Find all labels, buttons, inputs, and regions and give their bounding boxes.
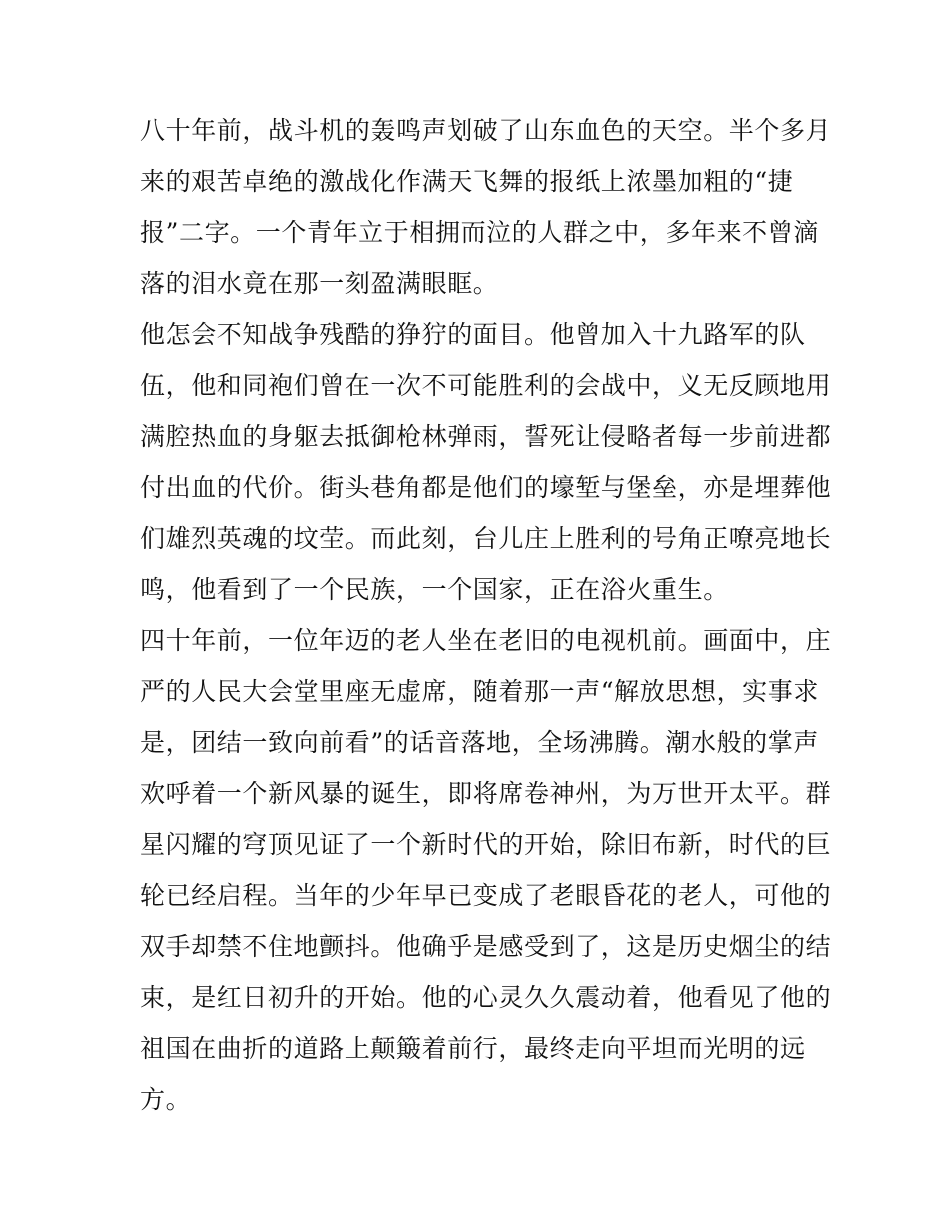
- text-line: 八十年前，战斗机的轰鸣声划破了山东血色的天空。半个多月: [140, 116, 832, 145]
- text-line: 欢呼着一个新风暴的诞生，即将席卷神州，为万世开太平。群: [140, 779, 832, 808]
- text-line: 鸣，他看到了一个民族，一个国家，正在浴火重生。: [140, 575, 729, 604]
- text-line: 双手却禁不住地颤抖。他确乎是感受到了，这是历史烟尘的结: [140, 932, 832, 961]
- text-line: 方。: [140, 1085, 192, 1114]
- document-body: [140, 105, 832, 1125]
- text-line: 祖国在曲折的道路上颠簸着前行，最终走向平坦而光明的远: [140, 1034, 806, 1063]
- text-line: 落的泪水竟在那一刻盈满眼眶。: [140, 269, 499, 298]
- text-line: 束，是红日初升的开始。他的心灵久久震动着，他看见了他的: [140, 983, 832, 1012]
- text-line: 满腔热血的身躯去抵御枪林弹雨，誓死让侵略者每一步前进都: [140, 422, 832, 451]
- text-line: 们雄烈英魂的坟茔。而此刻，台儿庄上胜利的号角正嘹亮地长: [140, 524, 832, 553]
- text-line: 他怎会不知战争残酷的狰狞的面目。他曾加入十九路军的队: [140, 320, 806, 349]
- text-line: 伍，他和同袍们曾在一次不可能胜利的会战中，义无反顾地用: [140, 371, 832, 400]
- text-line: 四十年前，一位年迈的老人坐在老旧的电视机前。画面中，庄: [140, 626, 832, 655]
- text-line: 付出血的代价。街头巷角都是他们的壕堑与堡垒，亦是埋葬他: [140, 473, 832, 502]
- text-line: 星闪耀的穹顶见证了一个新时代的开始，除旧布新，时代的巨: [140, 830, 832, 859]
- text-line: 来的艰苦卓绝的激战化作满天飞舞的报纸上浓墨加粗的“捷: [140, 167, 794, 196]
- text-line: 严的人民大会堂里座无虚席，随着那一声“解放思想，实事求: [140, 677, 819, 706]
- text-line: 是，团结一致向前看”的话音落地，全场沸腾。潮水般的掌声: [140, 728, 819, 757]
- text-line: 报”二字。一个青年立于相拥而泣的人群之中，多年来不曾滴: [140, 218, 819, 247]
- text-line: 轮已经启程。当年的少年早已变成了老眼昏花的老人，可他的: [140, 881, 832, 910]
